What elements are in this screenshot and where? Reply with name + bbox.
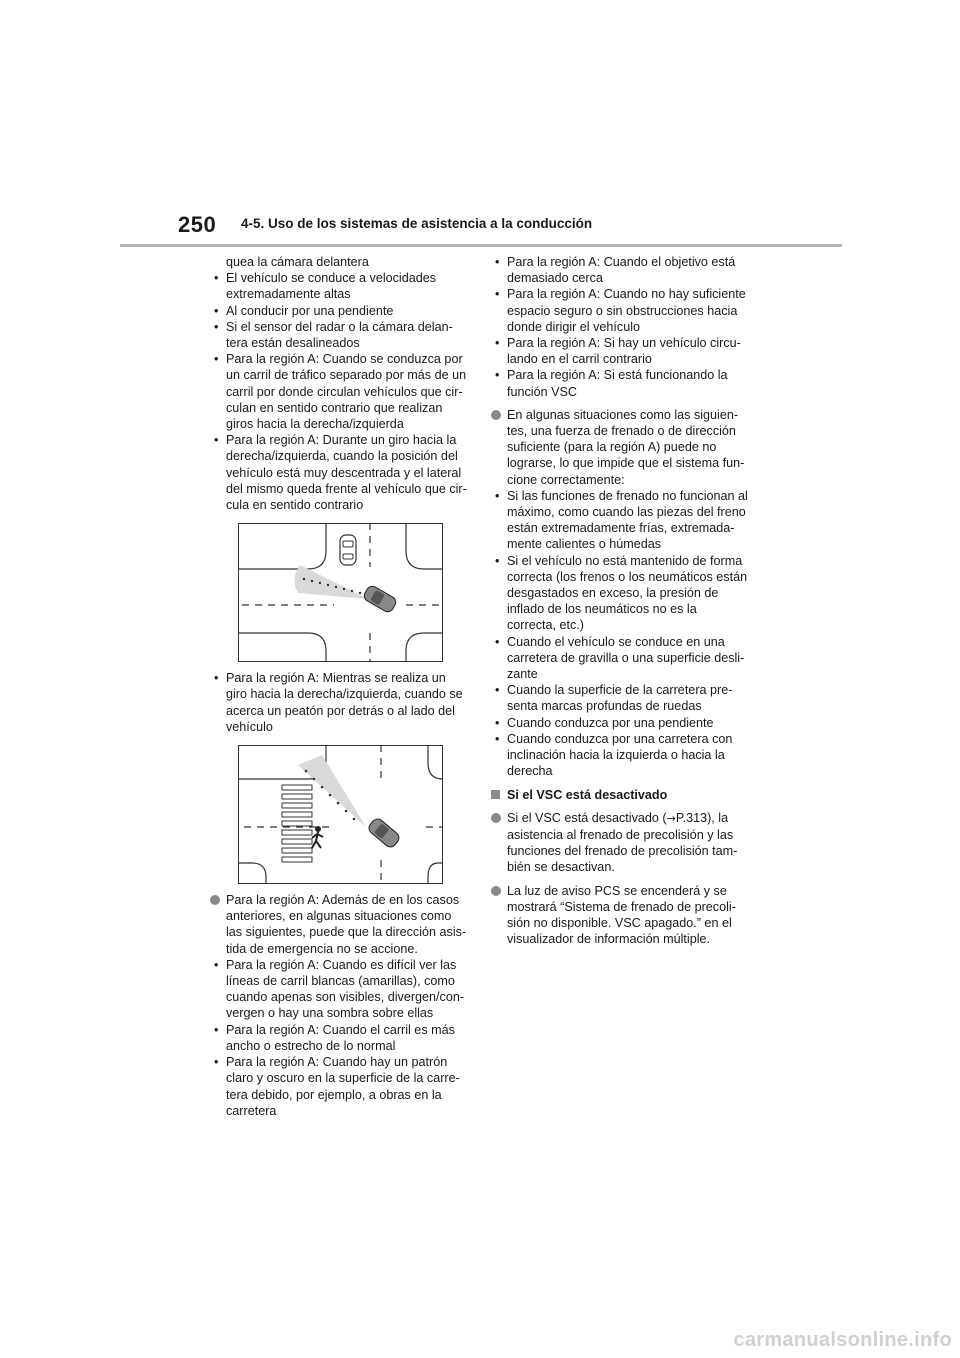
text-line: donde dirigir el vehículo bbox=[507, 319, 641, 334]
text-line: • Para la región A: Cuando es difícil ver las bbox=[226, 957, 457, 972]
text-line: las siguientes, puede que la dirección asis- bbox=[226, 925, 467, 940]
text-line: • Para la región A: Durante un giro hacia la bbox=[226, 433, 457, 448]
bullet-item bbox=[491, 488, 759, 553]
text-fragment: Si el VSC está desactivado ( bbox=[507, 810, 667, 825]
text-line: correcta (los frenos o los neumáticos están bbox=[507, 569, 748, 584]
text-line: tida de emergencia no se accione. bbox=[226, 941, 418, 956]
text-line: inflado de los neumáticos no es la bbox=[507, 602, 697, 617]
text-line: asistencia al frenado de precolisión y las bbox=[507, 827, 734, 842]
text-line: • Al conducir por una pendiente bbox=[226, 303, 394, 318]
text-line: • Para la región A: Cuando el carril es más bbox=[226, 1022, 455, 1037]
right-column bbox=[491, 254, 759, 947]
text-line: • Si las funciones de frenado no funcionan al bbox=[507, 488, 748, 503]
header-rule bbox=[120, 244, 842, 247]
text-line: • Si el sensor del radar o la cámara delan- bbox=[226, 319, 453, 334]
text-line: vehículo está muy descentrada y el lateral bbox=[226, 465, 462, 480]
text-line: • Cuando la superficie de la carretera pre- bbox=[507, 683, 733, 698]
subsection-heading bbox=[491, 787, 759, 803]
text-line: claro y oscuro en la superficie de la carre- bbox=[226, 1071, 460, 1086]
pedestrian-crossing-illustration bbox=[238, 745, 443, 884]
bullet-item bbox=[491, 254, 759, 286]
text-line: anteriores, en algunas situaciones como bbox=[226, 909, 452, 924]
text-line: giros hacia la derecha/izquierda bbox=[226, 417, 404, 432]
bullet-item bbox=[210, 432, 467, 513]
bullet-item bbox=[210, 319, 453, 351]
text-line: sión no disponible. VSC apagado.” en el bbox=[507, 915, 732, 930]
text-line: derecha bbox=[507, 764, 553, 779]
text-line: tes, una fuerza de frenado o de dirección bbox=[507, 424, 736, 439]
page-reference-link[interactable]: P.313), la bbox=[675, 810, 729, 825]
bullet-item bbox=[210, 270, 442, 302]
text-line: • Cuando el vehículo se conduce en una bbox=[507, 634, 725, 649]
text-line: demasiado cerca bbox=[507, 271, 603, 286]
text-line: visualizador de información múltiple. bbox=[507, 932, 710, 947]
text-line: cione correctamente: bbox=[507, 472, 625, 487]
text-line: suficiente (para la región A) puede no bbox=[507, 440, 717, 455]
text-line: • Cuando conduzca por una pendiente bbox=[507, 715, 714, 730]
text-line: • Para la región A: Cuando el objetivo está bbox=[507, 255, 736, 269]
bullet-item bbox=[210, 303, 442, 319]
bullet-item bbox=[491, 715, 759, 731]
text-line: • Para la región A: Cuando no hay suficiente bbox=[507, 287, 746, 302]
text-line: • El vehículo se conduce a velocidades bbox=[226, 271, 437, 286]
text-line: • Para la región A: Cuando se conduzca por bbox=[226, 352, 463, 367]
text-line: líneas de carril blancas (amarillas), como bbox=[226, 974, 455, 989]
bullet-item bbox=[210, 1054, 460, 1119]
text-line: correcta, etc.) bbox=[507, 618, 584, 633]
text-line: función VSC bbox=[507, 384, 578, 399]
left-column bbox=[210, 254, 467, 1119]
text-line: carretera bbox=[226, 1103, 277, 1118]
text-line: • Para la región A: Si está funcionando la bbox=[507, 368, 728, 383]
text-line: zante bbox=[507, 667, 538, 682]
gray-square-icon bbox=[491, 790, 500, 799]
text-line: mostrará “Sistema de frenado de precoli- bbox=[507, 899, 736, 914]
continued-text bbox=[210, 254, 442, 270]
text-line: mente calientes o húmedas bbox=[507, 537, 662, 552]
page-number: 250 bbox=[178, 212, 217, 237]
text-line: vergen o hay una sombra sobre ellas bbox=[226, 1006, 434, 1021]
text-line: derecha/izquierda, cuando la posición del bbox=[226, 449, 458, 464]
bullet-item bbox=[491, 731, 759, 780]
gray-circle-icon bbox=[491, 410, 501, 420]
bullet-item bbox=[210, 1022, 455, 1054]
intersection-turn-illustration bbox=[238, 523, 443, 662]
text-line: La luz de aviso PCS se encenderá y se bbox=[507, 883, 727, 898]
section-title: 4-5. Uso de los sistemas de asistencia a la conducción bbox=[241, 216, 593, 231]
text-line: carril por donde circulan vehículos que cir- bbox=[226, 384, 463, 399]
gray-circle-icon bbox=[491, 886, 501, 896]
circle-bullet-item bbox=[491, 883, 759, 948]
text-line: máximo, como cuando las piezas del freno bbox=[507, 505, 746, 520]
text-line: • Para la región A: Mientras se realiza un bbox=[226, 671, 446, 686]
text-line: tera debido, por ejemplo, a obras en la bbox=[226, 1087, 442, 1102]
bullet-item bbox=[491, 682, 759, 714]
text-line: vehículo bbox=[226, 719, 273, 734]
bullet-item bbox=[210, 670, 463, 735]
text-line: acerca un peatón por detrás o al lado del bbox=[226, 703, 455, 718]
text-line bbox=[507, 810, 759, 827]
text-line: cuando apenas son visibles, divergen/con- bbox=[226, 990, 465, 1005]
bullet-item bbox=[491, 286, 759, 335]
oncoming-car-icon bbox=[340, 535, 356, 565]
text-line: tera están desalineados bbox=[226, 336, 360, 351]
circle-bullet-item bbox=[491, 407, 759, 488]
text-line: desgastados en exceso, la presión de bbox=[507, 586, 719, 601]
text-line: • Para la región A: Si hay un vehículo circu- bbox=[507, 336, 741, 351]
text-line: Para la región A: Además de en los casos bbox=[226, 893, 460, 908]
gray-circle-icon bbox=[491, 813, 501, 823]
bullet-item bbox=[210, 351, 467, 432]
text-line: • Para la región A: Cuando hay un patrón bbox=[226, 1055, 448, 1070]
text-line: lando en el carril contrario bbox=[507, 352, 652, 367]
bullet-item bbox=[491, 634, 759, 683]
watermark: carmanualsonline.info bbox=[733, 1329, 952, 1351]
text-line: lograrse, lo que impide que el sistema fun- bbox=[507, 456, 745, 471]
text-line: un carril de tráfico separado por más de un bbox=[226, 368, 467, 383]
text-line: culan en sentido contrario que realizan bbox=[226, 400, 443, 415]
text-line: • Cuando conduzca por una carretera con bbox=[507, 731, 733, 746]
text-line: ancho o estrecho de lo normal bbox=[226, 1038, 396, 1053]
text-line: senta marcas profundas de ruedas bbox=[507, 699, 702, 714]
text-line: En algunas situaciones como las siguien- bbox=[507, 407, 739, 422]
text-line: del mismo queda frente al vehículo que cir- bbox=[226, 481, 467, 496]
text-line: funciones del frenado de precolisión tam- bbox=[507, 844, 738, 859]
bullet-item bbox=[491, 553, 759, 634]
text-line: cula en sentido contrario bbox=[226, 498, 364, 513]
text-line: • Si el vehículo no está mantenido de forma bbox=[507, 553, 743, 568]
text-line: están extremadamente frías, extremada- bbox=[507, 521, 735, 536]
bullet-item bbox=[210, 957, 465, 1022]
text-line: carretera de gravilla o una superficie desli- bbox=[507, 650, 745, 665]
heading-text: Si el VSC está desactivado bbox=[507, 787, 668, 802]
arrow-icon: → bbox=[666, 811, 676, 825]
text-line: quea la cámara delantera bbox=[226, 255, 369, 269]
text-line: inclinación hacia la izquierda o hacia la bbox=[507, 748, 725, 763]
gray-circle-icon bbox=[210, 895, 220, 905]
text-line: espacio seguro o sin obstrucciones hacia bbox=[507, 303, 738, 318]
text-line: bién se desactivan. bbox=[507, 860, 615, 875]
bullet-item bbox=[491, 335, 759, 367]
circle-bullet-item bbox=[491, 810, 759, 876]
circle-bullet-item bbox=[210, 892, 467, 957]
text-line: giro hacia la derecha/izquierda, cuando se bbox=[226, 687, 463, 702]
text-line: extremadamente altas bbox=[226, 287, 351, 302]
bullet-item bbox=[491, 367, 759, 399]
